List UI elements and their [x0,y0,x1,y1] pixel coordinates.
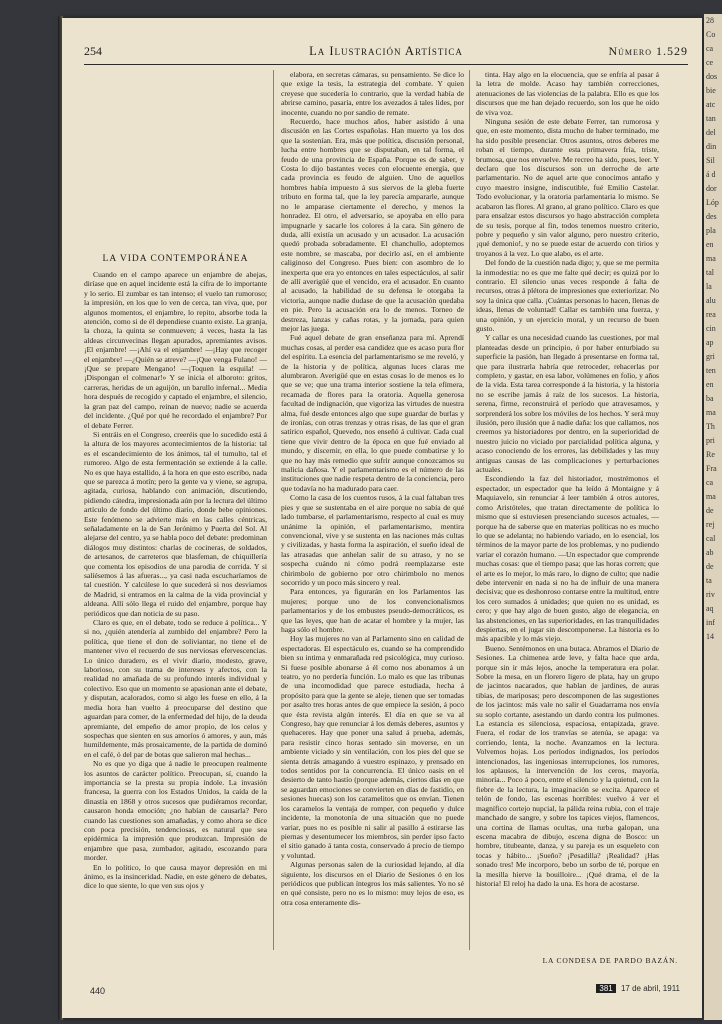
adjacent-page-fragment: ap [706,338,714,347]
adjacent-page-fragment: pla [706,226,716,235]
adjacent-page-fragment: cin [706,324,716,333]
adjacent-page-fragment: cal [706,534,716,543]
adjacent-page-fragment: de [706,562,714,571]
adjacent-page-fragment: del [706,128,716,137]
adjacent-page-fragment: alu [706,296,716,305]
paragraph: Y callar es una necesidad cuando las cuestiones, por mal planteadas desde un principio, ó por haber enturbiado su superficie la pasión, han llegado á presentarse en forma tal, que para ilustrarla habría que retroceder, rehacerlas por completo, y gastar, en esa labor, volúmenes en folio, y años de la vida. Esta tarea corresponde á la historia, y la historia no se escribe jamás á raíz de los sucesos. La historia, serena, firme, reconstruirá el período que atravesamos, y sorprenderá los sobre los móviles de los hechos. Y será muy ilusión, pero ilusión que á nadie daña: los que callamos, nos creemos ya historiadores por dentro, en la superioridad de nuestro juicio no viciado por parcialidad política alguna, y acaso conociendo de los errores, las debilidades y las muy antiguas causas de las complicaciones y perturbaciones actuales. [476,333,659,475]
paragraph: Del fondo de la cuestión nada digo; y, que se me permita la inmodestia: no es que me falte qué decir; es quizá por lo contrario. El silencio unas veces responde á falta de recursos, otras á plétora de impresiones que exteriorizar. No soy la única que calla. ¡Cuántas personas lo hacen, llenas de ideas, llenas de voluntad! Callar es también una fuerza, y una opinión, y un ejercicio moral, y un recurso de buen gusto. [476,258,659,333]
adjacent-page-fragment: ten [706,366,716,375]
adjacent-page-fragment: de [706,506,714,515]
adjacent-page-fragment: ta [706,576,712,585]
paragraph: Bueno. Sentémonos en una butaca. Abramos el Diario de Sesiones. La chimenea arde leve, y falta hace que arda, porque sin ir más lejos, anoche la temperatura era polar. Sobre la mesa, en un florero ligero de plata, hay un grupo de jacintos nacarados, que hablan de jardines, de auras tibias, de mariposas; pero descomponen de las sugestiones de los jacintos: más vale no salir el Guadarrama nos envía su soplo cortante, asestando un dardo contra los pulmones. La estancia es silenciosa, espaciosa, entapizada, grave. Fuera, el rodar de los tranvías se atenúa, se apaga: va corriendo, lenta, la noche. Avanzamos en la lectura. Volvemos hojas. Los períodos indignados, los períodos intencionados, las ingeniosas interrupciones, los rumores, los aplausos, la intervención de los ceros, mayoría, minoría... Poco á poco, entre el silencio y la quietud, con la fiebre de la lectura, la imaginación se excita. Aparece el telón de fondo, las escenas horribles: vuelvo á ver el magnífico cortejo nupcial, la pálida reina rubia, con el traje manchado de sangre, y sobre los tapices viejos, flamencos, una cortina de llamas ocultas, una turba galopan, una escena macabra de dibujo, escena digna de Bosco: un hombre, titubeante, danza, y su pareja es un esqueleto con tocas y hábito... ¡Sueño? ¡Pesadilla? ¡Realidad? ¡Has sonado tres! Me incorporo, bebo un sorbo de té, porque en la mesilla hierve la bouilloire... ¡Qué drama, el de la historia! El reloj ha dado la una. Es hora de acostarse. [476,643,659,888]
adjacent-page-fragment: tal [706,268,714,277]
adjacent-page-fragment: aq [706,604,714,613]
paragraph: tinta. Hay algo en la elocuencia, que se enfría al pasar á la letra de molde. Acaso hay también correcciones, atenuaciones de las violencias de la palabra. Ello es que los discursos que me han dejado recuerdo, son los que he oído de viva voz. [476,70,659,117]
issue-number: Número 1.529 [608,44,688,58]
adjacent-page-fragment: ca [706,44,714,53]
adjacent-page-fragment: dos [706,72,718,81]
adjacent-page-fragment: ab [706,548,714,557]
adjacent-page-fragment: rej [706,520,715,529]
article-column-3 [476,70,659,950]
adjacent-page-fragment: des [706,212,717,221]
paragraph: Algunas personas salen de la curiosidad lejando, al día siguiente, los discursos en el Diario de Sesiones ó en los periódicos que publican íntegros los más salientes. Yo no sé en qué consiste, pero no es lo mismo: muy lejos de eso, es otra cosa enteramente dis- [281,860,464,907]
adjacent-page-fragment: gri [706,352,715,361]
article-column-2 [281,70,464,950]
adjacent-page-fragment: ca [706,478,714,487]
adjacent-page-fragment: en [706,240,714,249]
footer-date: 17 de abril, 1911 [620,984,680,993]
paragraph: Fué aquel debate de gran enseñanza para mí. Aprendí muchas cosas, al perder esa candidez que es acaso pura flor del espíritu. La esencia del parlamentarismo se me reveló, y de la historia y de política, algunas luces claras me alumbraron. Averigüé que en estas cosas lo de menos es lo que se ve; que una trama interior sostiene la tela efímera, recamada de flores para la oratoria. Aquella generosa facultad de indignación, que vigoriza las virtudes de nuestra alma, fué desde entonces algo que supe guardar de burlas y de ironías, con otras trenzas y otras risas, de las que el gran satírico español, Quevedo, nos enseñó á cultivar. Cada cual tiene que vivir dentro de la época en que fué enviado al mundo, y discernir, en ella, lo que puede combatirse y lo que no hay más remedio que sufrir aunque conozcamos su malicia dañosa. Y el parlamentarismo es el número de las instituciones que nadie respeta dentro de la conciencia, pero que todavía no ha madurado para caer. [281,333,464,493]
adjacent-page-fragment: la [706,282,712,291]
adjacent-page-fragment: dor [706,184,717,193]
adjacent-page-fragment: Lóp [706,198,719,207]
paragraph: Escondiendo la faz del historiador, mostrémonos el espectador, un espectador que ha leído á Montaigne y á Maquiavelo, sin renunciar á leer también á otros autores, como Aristóteles, que tratan directamente de política lo mismo que si estuviesen presenciando sucesos actuales, —porque ha de saberse que en materias políticas no es mucho lo que se adelanta; no habiendo variado, en lo esencial, los términos de la mayor parte de los problemas, y no pudiendo variar el corazón humano. —Un espectador que comprende muchas cosas: que el tiempo pasa; que las horas corren; que el arte es lo mejor, lo más raro, lo digno de culto; que nadie debe intervenir en nada si no ha de influir de una manera decisiva; que es deshonroso contarse entre la multitud, entre los cero sumados á unidades; que quien no es unidad, es cero; y que hay algo de buen gusto, algo de elegancia, en las abstenciones, en las superioridades, en las tranquilidades despiertas, en el jugar sin descomponerse. La historia es lo más apacible y lo más viejo. [476,474,659,644]
adjacent-page-fragment: tan [706,114,716,123]
magazine-page [62,18,702,1018]
paragraph: No es que yo diga que á nadie le preocupen realmente los asuntos de carácter político. Preocupan, sí, cuando la importancia se la presta su propia índole. La invasión francesa, la guerra con los Estados Unidos, la caída de la dinastía en 1868 y otros sucesos que pudiéramos recordar, causaron honda emoción; ¿no habían de causarla? Pero cuando las cuestiones son amañadas, y como ahora se dice con poca precisión, tendenciosas, es natural que sea epidérmica la impresión que produzcan. Impresión de enjambre que pasa, zumbador, agitado, escozando para morder. [84,759,267,863]
section-title: LA VIDA CONTEMPORÁNEA [102,254,249,264]
author-signature: LA CONDESA DE PARDO BAZÁN. [542,956,678,965]
paragraph: Cuando en el campo aparece un enjambre de abejas, diríase que en aquel incidente está la cifra de lo importante y lo serio. El zumbar es tan intenso; el vuelo tan rumoroso; la impresión, en los que lo ven de cerca, tan viva, que, por algunos momentos, el enjambre, lo repito, absorbe toda la atención, como si de él dependiese cuanto existe. La granja, la choza, la quinta se conmueven; á veces, hasta la las aldeas circunvecinas llegan apurados, apremiantes avisos. ¡El enjambre! —¡Ahí va el enjambre! —¡Hay que recoger el enjambre! —¿Quién se atreve? —¡Que venga Fulano! —¡Que se prepare Mengano! —¡Toquen la esquila! —¡Dispongan el colmenar!» Y se inicia el alboroto: gritos, carreras, heridas de un aguijón, un barullo infernal... Media hora después de recogido y captado el enjambre, el silencio, la gran paz del campo, reinan de nuevo; nadie se acuerda del incidente. ¿Qué por qué he recordado el enjambre? Por el debate Ferrer. [84,270,267,430]
adjacent-page-fragment: 28 [706,16,714,25]
adjacent-page-fragment: Co [706,30,716,39]
paragraph: Para entonces, ya figurarán en los Parlamentos las mujeres; porque uno de los convencionalismos parlamentarios y de los embustes pseudo-democráticos, es que las leyes, que han de acatar el hombre y la mujer, las haga sólo el hombre. [281,587,464,634]
adjacent-page-fragment: Fra [706,464,717,473]
adjacent-page-fragment: ma [706,408,716,417]
adjacent-page-fragment: Re [706,450,715,459]
adjacent-page-fragment: 14 [706,632,714,641]
adjacent-page-fragment: Sil [706,156,715,165]
column-divider [469,70,470,950]
adjacent-page-edge [704,14,722,1020]
adjacent-page-fragment: pri [706,436,715,445]
page-header [84,42,688,65]
adjacent-page-fragment: ma [706,254,716,263]
paragraph: Si entráis en el Congreso, creeréis que lo sucedido está á la altura de los mayores acontecimientos de la historia: tal es el escandecimiento de los ánimos, tal el tumulto, tal el rumoreo. Algo de esta fermentación se extiende á la calle. No es que haya estallido, á la hora en que esto escribo, nada que se parezca á motín; pero la gente va y viene, se agrupa, agitada, curiosa, hablando con animación, discutiendo, pidiendo cátedra, impresionada aún por la lectura del último artículo de fondo del último diario, donde bebe opiniones. Este fenómeno se advierte más en las calles céntricas, señaladamente en la de San Jerónimo y Puerta del Sol. Al alejarse del centro, ya se habla poco del debate: predominan diálogos muy distintos: charlas de cocineras, de soldados, de artesanos, de carreteros que blasfeman, de chiquillería que comenta los episodios de una parodia de corrida. Y si salíésemos á las afueras..., ya casi nada escucharíamos de tal cuestión. Y calcúlese lo que sucederá si nos desviamos de Madrid, si entramos en la calma de la vida provincial y aldeana. Allí sólo llega el ruido del enjambre, porque hay periódicos que dan noticia de su paso. [84,429,267,618]
article-column-1 [84,270,267,956]
adjacent-page-fragment: ba [706,394,714,403]
adjacent-page-fragment: atc [706,100,716,109]
column-divider [273,70,274,950]
adjacent-page-fragment: riv [706,590,715,599]
magazine-title: La Ilustración Artística [309,44,463,58]
adjacent-page-fragment: Th [706,422,715,431]
paragraph: Claro es que, en el debate, todo se reduce á política... Y si no, ¿quién atendería al zumbido del enjambre? Pero la política, que tiene el don de soliviantar, no tiene el de mantener vivo el recuerdo de sus nerviosas efervescencias. Lo único duradero, es el vivir diario, modesto, grave, laborioso, con su trama de intereses y afectos, con la realidad no amañada de su profundo interés individual y colectivo. Eso que un momento se apasionan ante el debate, y disputan, acalorados, como si algo les fuese en ello, á la media hora han vuelto á preocuparse del destino que aguardan para comer, de la enfermedad del hijo, de la deuda apremiante, del empeño de amor propio, de los celos y sospechas que sienten en sus amoríos ó amores, y aun, más humildemente, más prosaicamente, de la partida de dominó en el café, ó del par de botas que salieron mal hechas... [84,618,267,759]
page-number: 254 [84,44,102,58]
paragraph: Como la casa de los cuentos rusos, á la cual faltaban tres pies y que se sustentaba en el aire porque no sabía de qué lado tumbarse, el parlamentarismo, respecto al cual es muy unánime la opinión, el parlamentarismo, mentira convencional, vive y se sustenta en las naciones más cultas y civilizadas, y hasta forma la aspiración, el sueño ideal de las atrasadas que anhelan salir de su atraso, y no se sospecha cuándo ni cómo podrá reemplazarse este chirimbolo de gobierno por otro chirimbolo no menos socorrido y un poco más sincero y real. [281,493,464,587]
paragraph: Hoy las mujeres no van al Parlamento sino en calidad de espectadoras. El espectáculo es, cuando se ha comprendido bien su intima y enmarañada red psicológica, muy curioso. Si fuese posible abonarse á él como nos abonamos á un teatro, yo no perdería función. Lo malo es que las tribunas de una incomodidad que parece estudiada, hecha á propósito para que la gente se aleje, tienen que ser tomadas por asalto tres horas antes de que empiece la sesión, á poco que ésta revista algún interés. El día en que se va al Congreso, hay que renunciar á los demás deberes, asuntos y quehaceres. Hay que poner una salud á prueba, además, para resistir cinco horas sentado sin moverse, en un ambiente viciado y sin ventilación, con los pies del que se sienta detrás amagando á vuestro espinazo, y prensado en todos sentidos por la concurrencia. El único oasis en el desierto de tanto hastío (porque además, ciertos días en que se aguardan emociones se convierten en días de fastidio, en sesiones huecas) son los caramelitos que os envían. Tienen los caramelos la ventaja de romper, con pequeño y dulce incidente, la monotonía de una situación que no puede variar, pues no es posible ni salir al pasillo á estirarse las piernas y desentumecer los miembros, sin perder ipso facto el sitio ganado á tanta costa, conservado á precio de tiempo y voluntad. [281,634,464,860]
adjacent-page-fragment: inf [706,618,715,627]
paragraph: En lo político, lo que causa mayor depresión en mi ánimo, es la insinceridad. Nadie, en este género de debates, dice lo que siente, lo que ven sus ojos y [84,862,267,891]
paragraph: elabora, en secretas cámaras, su pensamiento. Se dice lo que exige la tesis, la estrategia del combate. Y quien creyese que sucedería lo contrario, que la verdad había de abrirse camino, pasaría, entre los avezados á tales lides, por inocente, cuando no por sandio de remate. [281,70,464,117]
adjacent-page-fragment: ce [706,58,714,67]
adjacent-page-fragment: din [706,142,717,151]
adjacent-page-fragment: á d [706,170,716,179]
adjacent-page-fragment: rea [706,310,716,319]
adjacent-page-fragment: en [706,380,714,389]
paragraph: Recuerdo, hace muchos años, haber asistido á una discusión en las Cortes españolas. Han muerto ya los dos que la sostenían. Era, más que política, discusión personal, lucha entre hombres que se disputaban, en tal forma, el feudo de una provincia de España. Porque es de saber, y Costa lo dijo bastantes veces con elocuente energía, que cada provincia es feudo de alguien. Uno de aquellos hombres había impuesto á sus siervos de la gleba fuerte tributo en forma tal, que la ley parecía ampararle, aunque no le amparase ciertamente el derecho, y menos la honradez. El otro, el adversario, se apoyaba en ello para impugnarle y sacarle los colores á la cara. Sin género de duda, allí existía un acusado y un acusador. La acusación quedó probada sobradamente. El chanchullo, adoptemos este nombre, se mascaba, por decirlo así, en el ambiente caliginoso del Congreso. Pues bien: con asombro de lo inexperta que era yo entonces en tales espectáculos, al salir de allí averigüé que el vencido, era el acusador. En cuanto al acusado, la habilidad de su defensa le otorgaba la victoria, aunque nadie dudase de que la acusación quedaba en pie. Pero la acusación era lo de menos. Torneo de destreza, lanzas y cañas rotas, y la jornada, para quien mejor las juega. [281,117,464,333]
adjacent-page-fragment: ma [706,492,716,501]
footer-page-number: 440 [90,986,106,996]
paragraph: Ninguna sesión de este debate Ferrer, tan rumorosa y que, en este momento, dista mucho de haber terminado, me ha sido posible presenciar. Otros asuntos, otros deberes me roban el tiempo, durante esta primavera fría, triste, brumosa, que nos envuelve. Me recreo ha sido, pues, leer. Y declaro que los discursos son un derroche de arte parlamentario. No de aquel arte que conocimos antaño y cuyo maestro insigne, indiscutible, fué Emilio Castelar. Todo evolucionar, y la oratoria parlamentaria lo mismo. Se acabaron las flores. Al grano, al grano político. Claro es que para ensalzar estos discursos yo hago abstracción completa de su tesis, porque al fin, todos tenemos nuestro criterio, pobre y pequeño y sin valor alguno, pero nuestro criterio, ¡qué demonio!, y no se puede estar de acuerdo con tirios y troyanos á la vez. Lo que alabo, es el arte. [476,117,659,258]
footer-info [596,984,680,993]
footer-badge: 381 [596,984,615,993]
adjacent-page-fragment: bie [706,86,716,95]
